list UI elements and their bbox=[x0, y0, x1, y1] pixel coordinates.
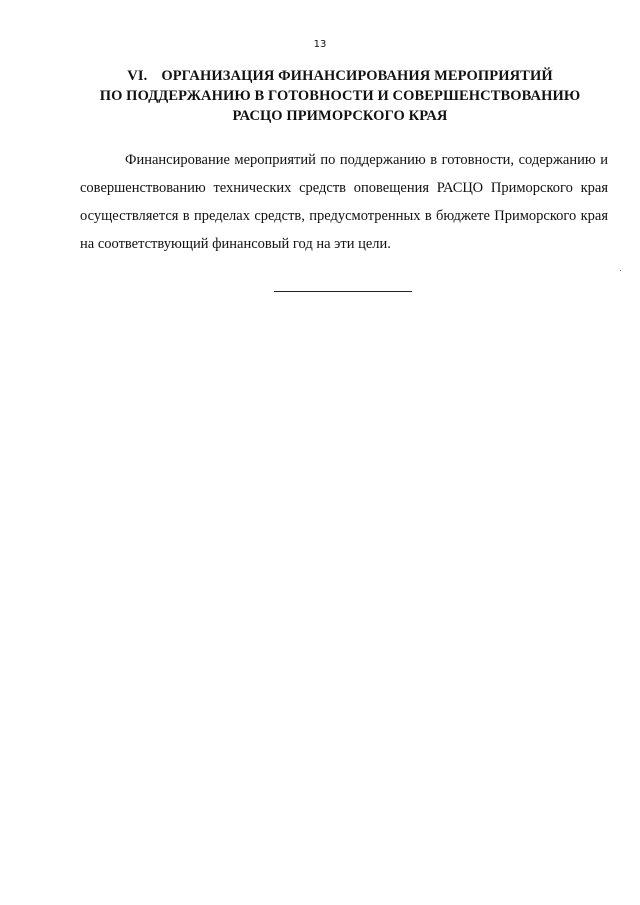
section-title-line-2: ПО ПОДДЕРЖАНИЮ В ГОТОВНОСТИ И СОВЕРШЕНСТВОВАНИЮ bbox=[99, 88, 581, 104]
section-title-line-1: ОРГАНИЗАЦИЯ ФИНАНСИРОВАНИЯ МЕРОПРИЯТИЙ bbox=[161, 68, 553, 84]
section-heading bbox=[60, 66, 620, 126]
scan-speck bbox=[620, 270, 621, 271]
page-number: 13 bbox=[313, 39, 327, 50]
section-title-line-3: РАСЦО ПРИМОРСКОГО КРАЯ bbox=[232, 108, 448, 124]
body-paragraph: Финансирование мероприятий по поддержанию в готовности, содержанию и совершенствованию технических средств оповещения РАСЦО Приморского края осуществляется в пределах средств, предусмотренных в бюджете Приморского края на соответствующий финансовый год на эти цели. bbox=[80, 152, 608, 252]
section-heading-line-1 bbox=[60, 66, 620, 86]
end-divider-line bbox=[274, 291, 412, 292]
section-numeral: VI. bbox=[127, 68, 148, 84]
